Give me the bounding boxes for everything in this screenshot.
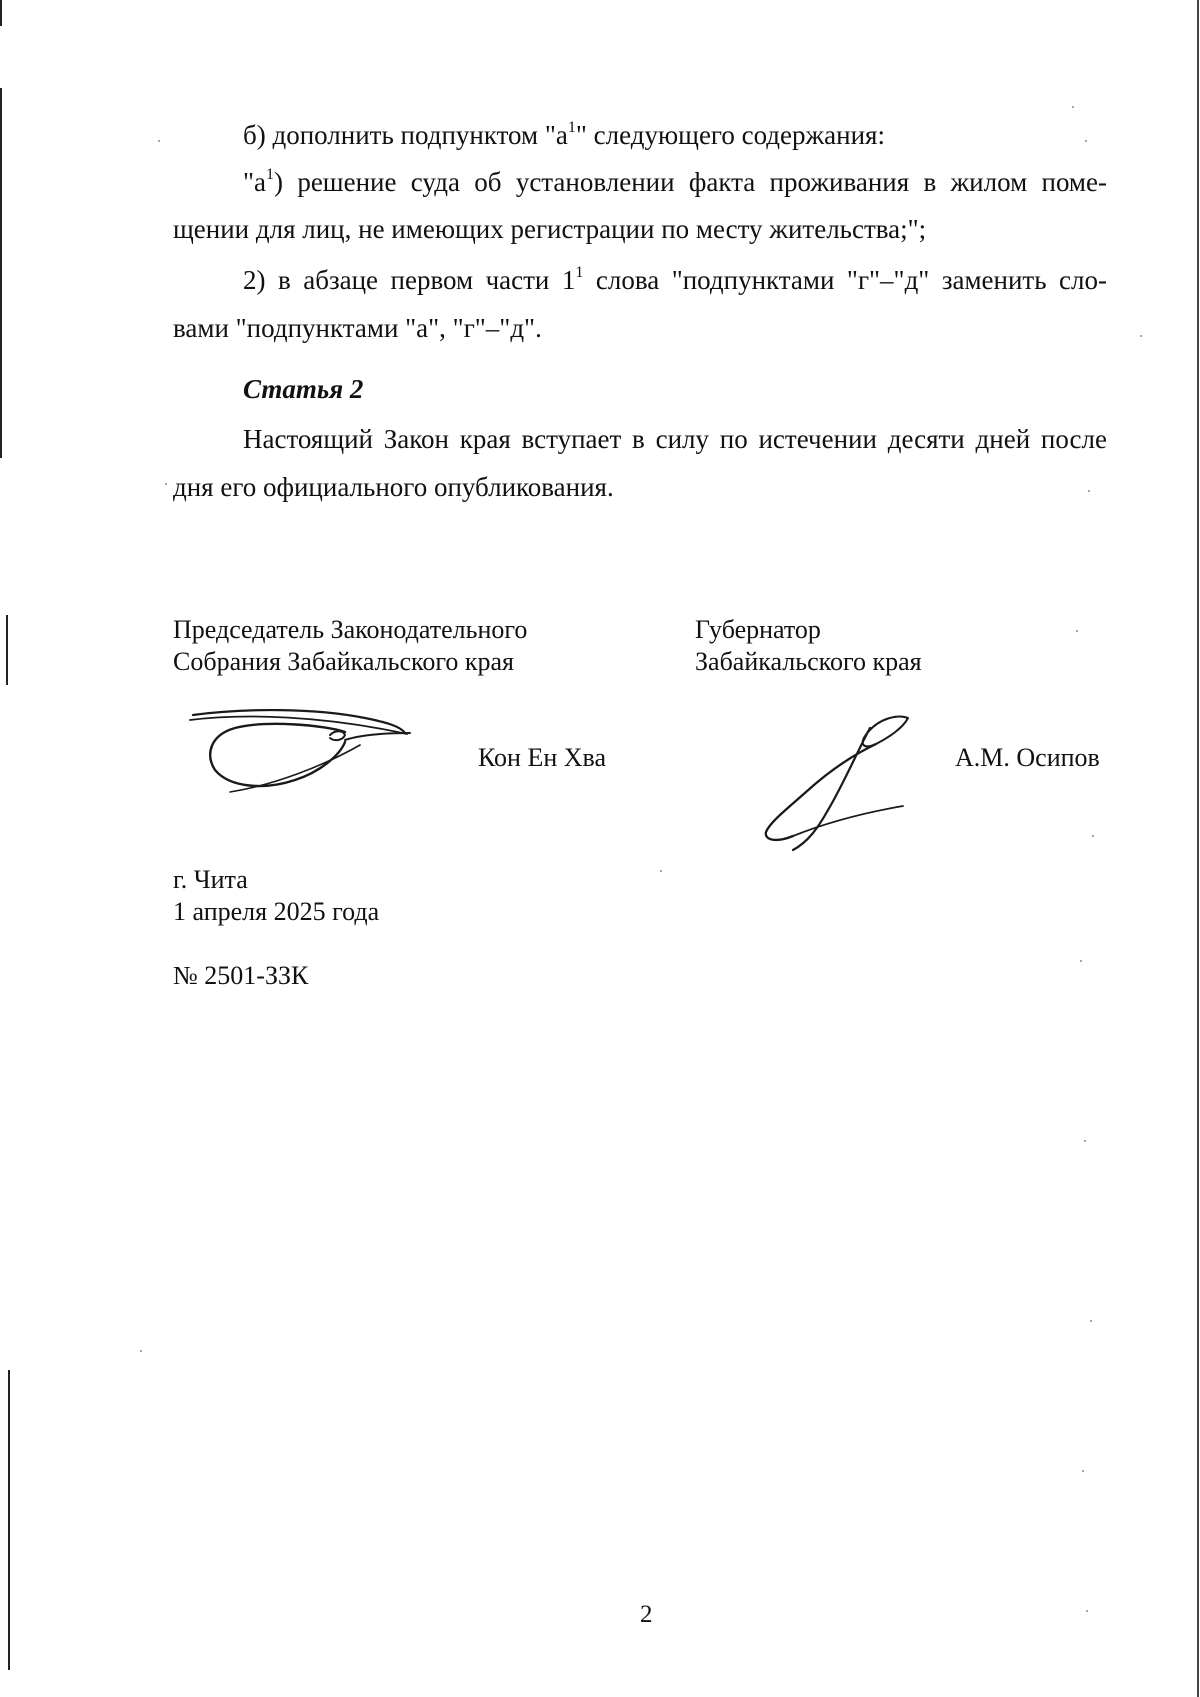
- amendment-b-text-before: б) дополнить подпунктом "а: [243, 120, 568, 150]
- article-2-heading: Статья 2: [243, 374, 364, 404]
- scan-speck: [1072, 106, 1074, 108]
- item-2-prefix: 2) в абзаце первом части 1: [243, 265, 576, 295]
- scan-speck: [1140, 335, 1142, 337]
- scan-speck: [1076, 630, 1078, 632]
- scan-speck: [1092, 835, 1094, 837]
- scan-edge-left-mid: [6, 615, 8, 685]
- new-subitem-text: ) решение суда об установлении факта проживания в жилом поме-: [274, 167, 1107, 197]
- right-signatory-title-1: Губернатор: [695, 615, 821, 644]
- article-2-text: Настоящий Закон края вступает в силу по истечении десяти дней после: [243, 424, 1107, 454]
- article-2-line-1: [243, 422, 1107, 456]
- place-of-signing: г. Чита: [173, 865, 248, 894]
- scan-speck: [1084, 1140, 1086, 1142]
- amendment-b-superscript: 1: [567, 119, 576, 136]
- new-subitem-line-1: [243, 165, 1107, 199]
- item-2-continuation: вами "подпунктами "а", "г"–"д".: [173, 313, 542, 343]
- left-handwritten-signature: [185, 700, 425, 810]
- item-2-line-2: [173, 311, 542, 345]
- scan-speck: [1085, 140, 1087, 142]
- new-subitem-line-2: [173, 212, 926, 246]
- item-2-text: слова "подпунктами "г"–"д" заменить сло-: [583, 265, 1107, 295]
- item-2-superscript: 1: [575, 264, 584, 281]
- page-number: 2: [640, 1601, 653, 1628]
- scan-speck: [660, 870, 662, 872]
- amendment-b-text-after: " следующего содержания:: [575, 120, 885, 150]
- scan-speck: [1088, 490, 1090, 492]
- scan-edge-right: [1197, 0, 1199, 1697]
- scan-speck: [1082, 1470, 1084, 1472]
- new-subitem-continuation: щении для лиц, не имеющих регистрации по месту жительства;";: [173, 214, 927, 244]
- right-signatory-title-2: Забайкальского края: [695, 647, 922, 676]
- scan-speck: [1086, 1610, 1088, 1612]
- article-2-line-2: [173, 470, 614, 504]
- law-number: № 2501-ЗЗК: [173, 961, 309, 990]
- right-signatory-name: А.М. Осипов: [955, 743, 1100, 772]
- scan-speck: [158, 140, 160, 142]
- amendment-b-line: [243, 118, 885, 152]
- right-handwritten-signature: [758, 710, 918, 855]
- scan-edge-left-top: [0, 88, 2, 458]
- new-subitem-prefix: "а: [243, 167, 267, 197]
- left-signatory-name: Кон Ен Хва: [478, 743, 607, 772]
- scan-speck: [165, 483, 167, 485]
- scan-edge-left-bottom: [8, 1370, 10, 1670]
- left-signatory-title-2: Собрания Забайкальского края: [173, 647, 514, 676]
- scan-edge-top-left: [0, 0, 2, 26]
- scan-speck: [140, 1350, 142, 1352]
- left-signatory-title-1: Председатель Законодательного: [173, 615, 528, 644]
- article-2-continuation: дня его официального опубликования.: [173, 472, 614, 502]
- scan-speck: [1080, 960, 1082, 962]
- scan-speck: [1090, 1320, 1092, 1322]
- date-of-signing: 1 апреля 2025 года: [173, 897, 380, 926]
- new-subitem-superscript: 1: [266, 166, 275, 183]
- item-2-line-1: [243, 263, 1107, 297]
